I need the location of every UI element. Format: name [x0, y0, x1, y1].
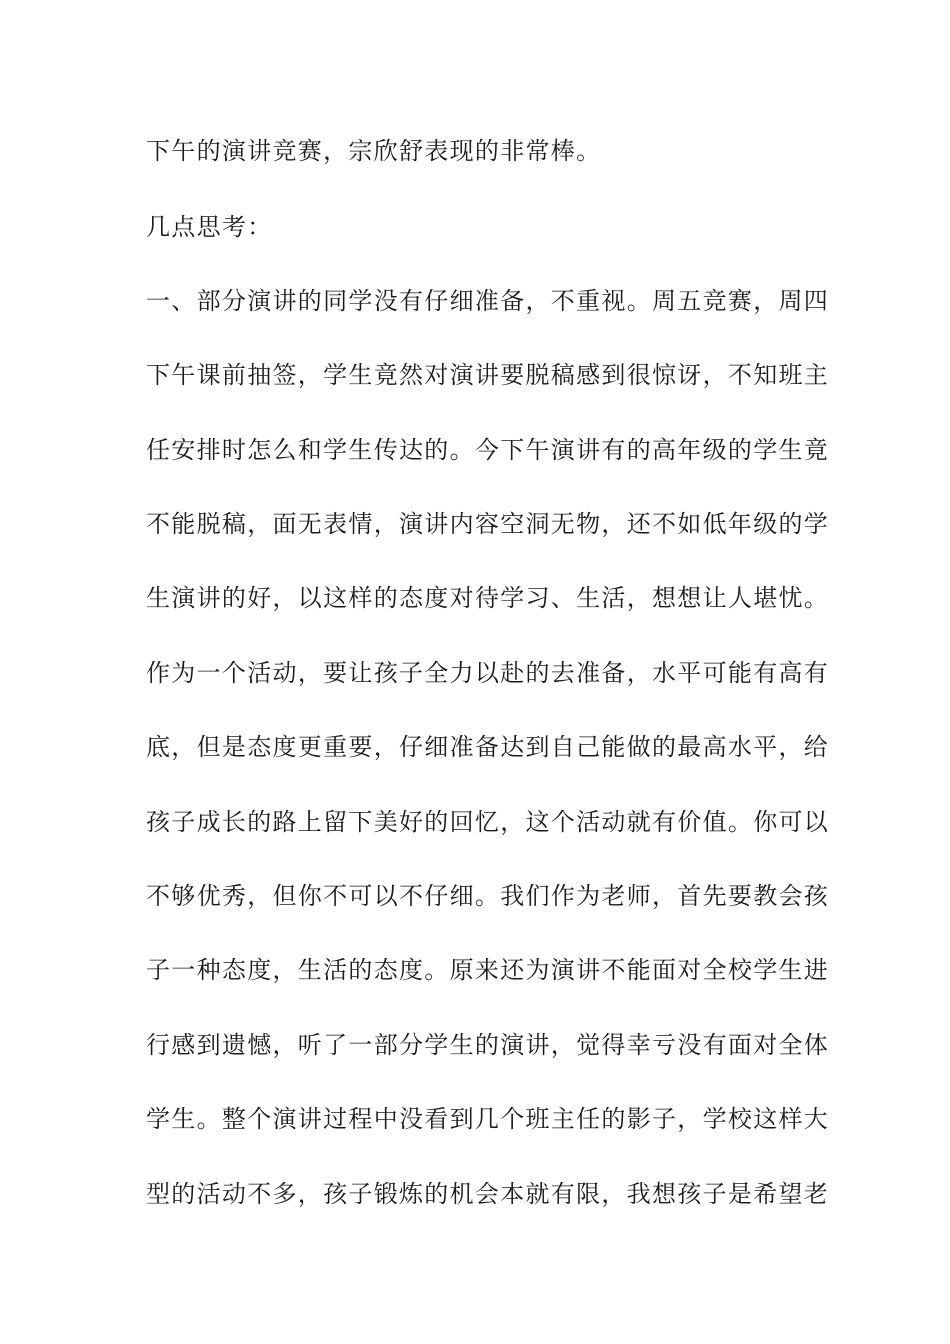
text-line: 不够优秀，但你不可以不仔细。我们作为老师，首先要教会孩: [146, 882, 830, 910]
text-line: 孩子成长的路上留下美好的回忆，这个活动就有价值。你可以: [146, 808, 830, 836]
text-line: 行感到遗憾，听了一部分学生的演讲，觉得幸亏没有面对全体: [146, 1031, 830, 1059]
text-line: 一、部分演讲的同学没有仔细准备，不重视。周五竞赛，周四: [146, 287, 830, 315]
section-heading: 几点思考：: [146, 213, 273, 241]
text-line: 作为一个活动，要让孩子全力以赴的去准备，水平可能有高有: [146, 659, 830, 687]
text-line: 不能脱稿，面无表情，演讲内容空洞无物，还不如低年级的学: [146, 510, 830, 538]
text-line: 型的活动不多，孩子锻炼的机会本就有限，我想孩子是希望老: [146, 1180, 830, 1208]
text-line: 子一种态度，生活的态度。原来还为演讲不能面对全校学生进: [146, 956, 830, 984]
text-line: 底，但是态度更重要，仔细准备达到自己能做的最高水平，给: [146, 733, 830, 761]
text-line: 学生。整个演讲过程中没看到几个班主任的影子，学校这样大: [146, 1105, 830, 1133]
text-line: 任安排时怎么和学生传达的。今下午演讲有的高年级的学生竟: [146, 436, 830, 464]
text-line: 下午课前抽签，学生竟然对演讲要脱稿感到很惊讶，不知班主: [146, 361, 830, 389]
text-line: 下午的演讲竞赛，宗欣舒表现的非常棒。: [146, 137, 602, 165]
text-line: 生演讲的好，以这样的态度对待学习、生活，想想让人堪忧。: [146, 584, 830, 612]
